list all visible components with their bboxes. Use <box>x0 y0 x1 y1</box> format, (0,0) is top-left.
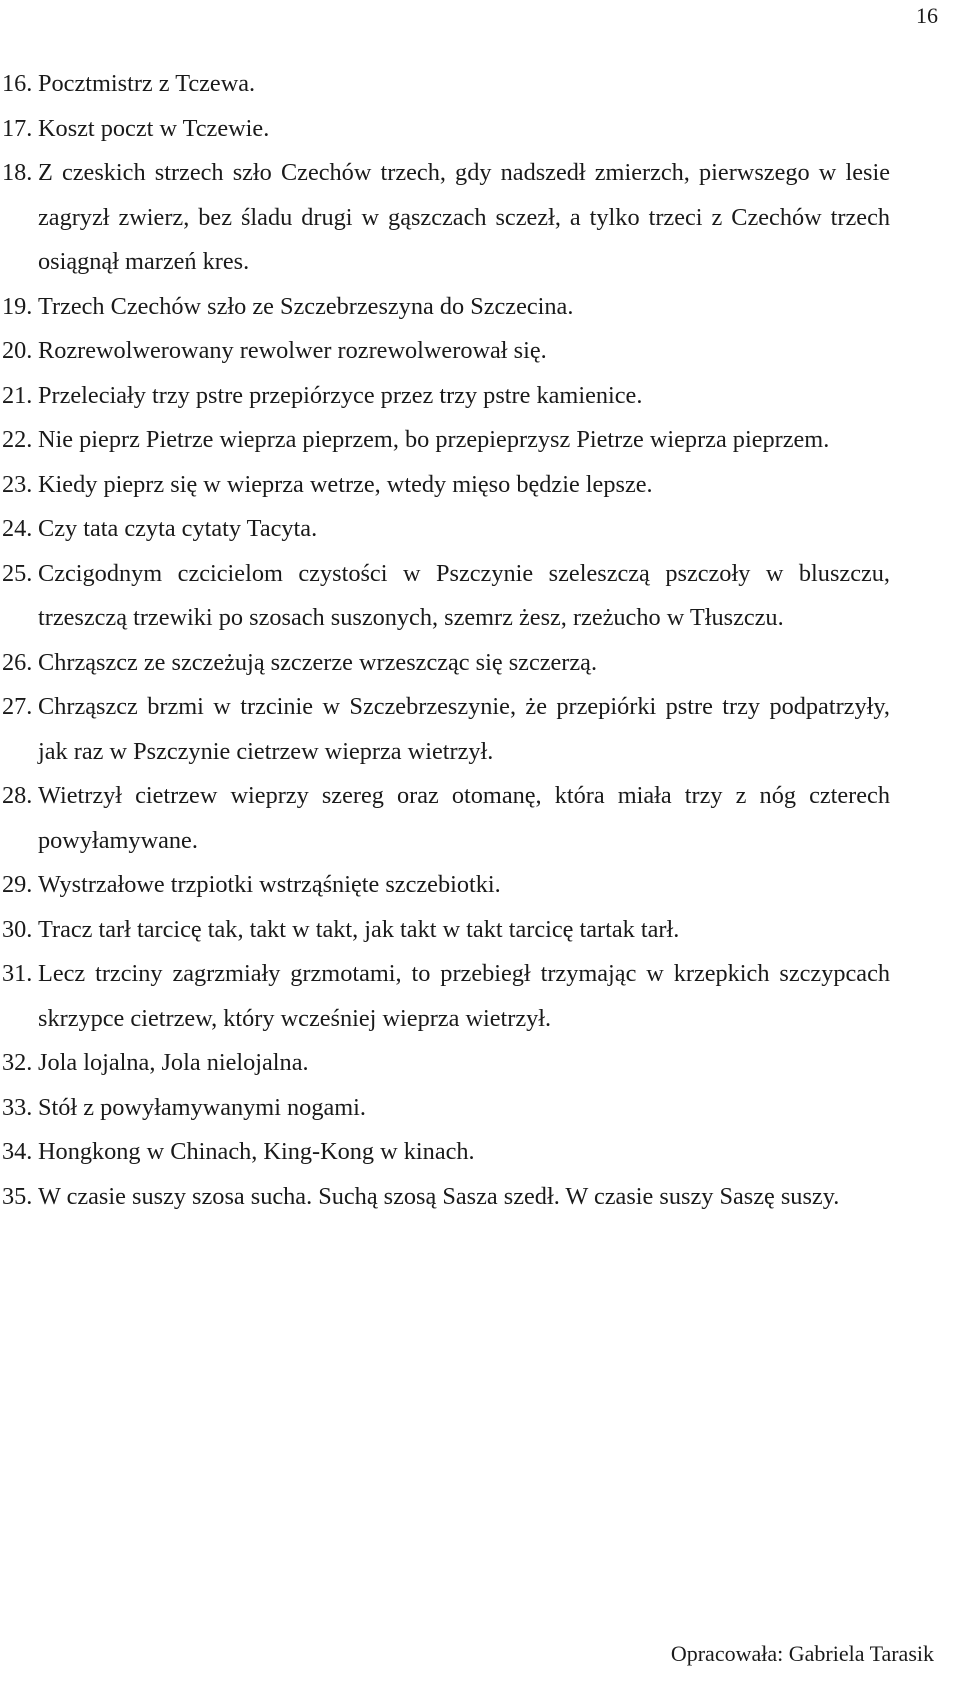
item-number: 34. <box>2 1138 33 1165</box>
tongue-twister-list <box>2 62 890 1219</box>
list-item <box>2 952 890 1041</box>
item-text: Przeleciały trzy pstre przepiórzyce przez trzy pstre kamienice. <box>38 381 643 409</box>
item-text: Hongkong w Chinach, King-Kong w kinach. <box>38 1138 475 1165</box>
item-text: Koszt poczt w Tczewie. <box>38 114 270 142</box>
list-item <box>2 107 890 152</box>
list-item <box>2 329 890 374</box>
item-number: 23. <box>2 470 33 498</box>
list-item <box>2 552 890 641</box>
list-item <box>2 1175 890 1220</box>
list-item <box>2 908 890 953</box>
item-number: 31. <box>2 960 33 987</box>
list-item <box>2 285 890 330</box>
item-number: 35. <box>2 1182 33 1210</box>
item-text: Wietrzył cietrzew wieprzy szereg oraz otomanę, która miała trzy z nóg czterech powyłamywane. <box>38 782 890 854</box>
item-text: Chrząszcz ze szczeżują szczerze wrzeszcząc się szczerzą. <box>38 648 598 676</box>
item-number: 17. <box>2 114 33 142</box>
item-number: 27. <box>2 693 33 720</box>
item-number: 16. <box>2 70 33 97</box>
item-text: Pocztmistrz z Tczewa. <box>38 70 256 97</box>
item-number: 28. <box>2 782 33 809</box>
item-number: 22. <box>2 426 33 453</box>
item-number: 21. <box>2 381 33 409</box>
list-item <box>2 151 890 285</box>
list-item <box>2 418 890 463</box>
item-number: 26. <box>2 648 33 676</box>
item-number: 29. <box>2 871 33 898</box>
list-item <box>2 62 890 107</box>
item-number: 33. <box>2 1093 33 1121</box>
item-number: 20. <box>2 337 33 364</box>
list-item <box>2 641 890 686</box>
item-number: 25. <box>2 559 33 587</box>
item-text: Czcigodnym czcicielom czystości w Pszczynie szeleszczą pszczoły w bluszczu, trzeszczą trzewiki po szosach suszonych, szemrz żesz, rzeżucho w Tłuszczu. <box>38 559 890 631</box>
list-item <box>2 1041 890 1086</box>
item-text: Wystrzałowe trzpiotki wstrząśnięte szczebiotki. <box>38 871 501 898</box>
page-number: 16 <box>916 3 938 28</box>
item-number: 30. <box>2 915 33 943</box>
list-item <box>2 863 890 908</box>
list-item <box>2 685 890 774</box>
list-item <box>2 507 890 552</box>
item-number: 18. <box>2 159 33 186</box>
item-text: Kiedy pieprz się w wieprza wetrze, wtedy mięso będzie lepsze. <box>38 470 653 498</box>
item-text: Z czeskich strzech szło Czechów trzech, gdy nadszedł zmierzch, pierwszego w lesie zagryzł zwierz, bez śladu drugi w gąszczach sczezł, a tylko trzeci z Czechów trzech osiągnął marzeń kres. <box>38 159 890 275</box>
item-number: 32. <box>2 1049 33 1076</box>
item-text: Jola lojalna, Jola nielojalna. <box>38 1049 309 1076</box>
item-text: Tracz tarł tarcicę tak, takt w takt, jak takt w takt tarcicę tartak tarł. <box>38 915 680 943</box>
item-text: W czasie suszy szosa sucha. Suchą szosą Sasza szedł. W czasie suszy Saszę suszy. <box>38 1182 840 1210</box>
list-item <box>2 774 890 863</box>
item-text: Lecz trzciny zagrzmiały grzmotami, to przebiegł trzymając w krzepkich szczypcach skrzypce cietrzew, który wcześniej wieprza wietrzył. <box>38 960 890 1032</box>
list-item <box>2 374 890 419</box>
item-number: 19. <box>2 292 33 320</box>
item-text: Chrząszcz brzmi w trzcinie w Szczebrzeszynie, że przepiórki pstre trzy podpatrzyły, jak raz w Pszczynie cietrzew wieprza wietrzył. <box>38 693 890 765</box>
list-item <box>2 1086 890 1131</box>
item-text: Nie pieprz Pietrze wieprza pieprzem, bo przepieprzysz Pietrze wieprza pieprzem. <box>38 426 830 453</box>
item-text: Trzech Czechów szło ze Szczebrzeszyna do Szczecina. <box>38 292 574 320</box>
item-text: Stół z powyłamywanymi nogami. <box>38 1093 366 1121</box>
author-footer: Opracowała: Gabriela Tarasik <box>670 1641 934 1666</box>
item-text: Czy tata czyta cytaty Tacyta. <box>38 515 318 542</box>
list-item <box>2 463 890 508</box>
item-text: Rozrewolwerowany rewolwer rozrewolwerował się. <box>38 337 547 364</box>
list-item <box>2 1130 890 1175</box>
item-number: 24. <box>2 515 33 542</box>
